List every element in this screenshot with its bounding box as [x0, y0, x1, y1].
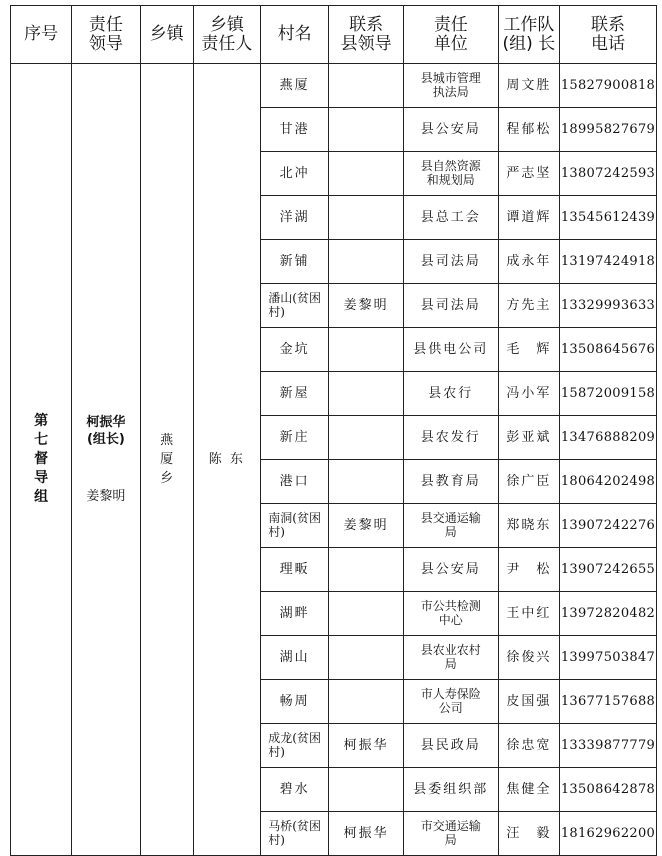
phone-cell	[559, 152, 656, 196]
village-cell	[261, 284, 329, 328]
unit-text: 市公共检测中心	[420, 599, 481, 627]
phone-text: 13972820482	[560, 606, 656, 621]
team-leader-text: 焦健全	[506, 782, 552, 797]
county-leader-text: 柯振华	[343, 738, 389, 753]
phone-text: 13329993633	[560, 298, 656, 313]
leader-main: 柯振华	[86, 415, 126, 430]
unit-cell	[403, 504, 498, 548]
village-cell	[261, 328, 329, 372]
phone-cell	[559, 680, 656, 724]
group-leader-cell	[72, 64, 140, 856]
supervision-table	[10, 5, 657, 856]
team-leader-text: 周文胜	[506, 78, 552, 93]
unit-text: 县司法局	[420, 298, 481, 313]
unit-text: 县农发行	[420, 430, 481, 445]
header-phone: 联系 电话	[559, 6, 656, 64]
header-town-responsible: 乡镇 责任人	[193, 6, 260, 64]
group-town-responsible: 陈 东	[208, 452, 245, 467]
village-text: 甘港	[279, 122, 310, 137]
unit-cell	[403, 812, 498, 856]
team-leader-cell	[498, 196, 559, 240]
village-cell	[261, 768, 329, 812]
header-village: 村名	[261, 6, 329, 64]
phone-cell	[559, 416, 656, 460]
phone-cell	[559, 108, 656, 152]
group-seq-cell	[11, 64, 72, 856]
unit-cell	[403, 768, 498, 812]
village-text: 新屋	[279, 386, 310, 401]
village-text: 成龙(贫困村)	[268, 731, 321, 759]
unit-text: 县农业农村局	[420, 643, 481, 671]
phone-cell	[559, 504, 656, 548]
village-cell	[261, 548, 329, 592]
village-text: 畅周	[279, 694, 310, 709]
phone-cell	[559, 372, 656, 416]
team-leader-cell	[498, 372, 559, 416]
team-leader-cell	[498, 328, 559, 372]
team-leader-text: 徐忠宽	[506, 738, 552, 753]
group-town-cell	[140, 64, 193, 856]
team-leader-text: 方先主	[506, 298, 552, 313]
team-leader-text: 成永年	[506, 254, 552, 269]
village-cell	[261, 372, 329, 416]
unit-cell	[403, 460, 498, 504]
leader-role: (组长)	[86, 432, 125, 447]
county-leader-cell	[329, 680, 403, 724]
team-leader-text: 毛 辉	[506, 342, 552, 357]
phone-cell	[559, 196, 656, 240]
phone-text: 13545612439	[560, 210, 656, 225]
phone-cell	[559, 240, 656, 284]
county-leader-cell	[329, 548, 403, 592]
team-leader-cell	[498, 680, 559, 724]
phone-cell	[559, 548, 656, 592]
team-leader-text: 皮国强	[506, 694, 552, 709]
village-text: 理畈	[279, 562, 310, 577]
county-leader-cell	[329, 724, 403, 768]
unit-text: 县委组织部	[413, 782, 489, 797]
phone-text: 13339877779	[560, 738, 656, 753]
village-text: 潘山(贫困村)	[268, 291, 321, 319]
village-text: 马桥(贫困村)	[268, 819, 321, 847]
team-leader-text: 程郁松	[506, 122, 552, 137]
unit-cell	[403, 152, 498, 196]
phone-cell	[559, 768, 656, 812]
group-town-responsible-cell	[193, 64, 260, 856]
unit-cell	[403, 592, 498, 636]
unit-cell	[403, 196, 498, 240]
unit-text: 县教育局	[420, 474, 481, 489]
phone-text: 15827900818	[560, 78, 656, 93]
unit-cell	[403, 328, 498, 372]
team-leader-cell	[498, 460, 559, 504]
group-town: 燕厦乡	[160, 433, 174, 486]
team-leader-text: 郑晓东	[506, 518, 552, 533]
header-unit: 责任 单位	[403, 6, 498, 64]
phone-cell	[559, 284, 656, 328]
county-leader-text: 姜黎明	[343, 518, 389, 533]
village-cell	[261, 108, 329, 152]
phone-text: 18995827679	[560, 122, 656, 137]
phone-cell	[559, 812, 656, 856]
unit-text: 县城市管理执法局	[420, 71, 481, 99]
village-cell	[261, 240, 329, 284]
unit-text: 县司法局	[420, 254, 481, 269]
phone-text: 13677157688	[560, 694, 656, 709]
team-leader-text: 严志坚	[506, 166, 552, 181]
phone-cell	[559, 636, 656, 680]
village-text: 金坑	[279, 342, 310, 357]
county-leader-text: 柯振华	[343, 826, 389, 841]
county-leader-text: 姜黎明	[343, 298, 389, 313]
county-leader-cell	[329, 240, 403, 284]
village-text: 湖畔	[279, 606, 310, 621]
county-leader-cell	[329, 284, 403, 328]
village-cell	[261, 636, 329, 680]
village-cell	[261, 196, 329, 240]
team-leader-cell	[498, 636, 559, 680]
phone-text: 13476888209	[560, 430, 656, 445]
unit-text: 市交通运输局	[420, 819, 481, 847]
leader-member: 姜黎明	[86, 489, 126, 504]
phone-text: 13197424918	[560, 254, 656, 269]
team-leader-text: 徐广臣	[506, 474, 552, 489]
header-county-leader: 联系 县领导	[329, 6, 403, 64]
village-text: 港口	[279, 474, 310, 489]
phone-cell	[559, 724, 656, 768]
team-leader-text: 谭道辉	[506, 210, 552, 225]
unit-text: 县农行	[428, 386, 474, 401]
team-leader-cell	[498, 548, 559, 592]
phone-text: 13508645676	[560, 342, 656, 357]
village-cell	[261, 64, 329, 108]
county-leader-cell	[329, 108, 403, 152]
village-cell	[261, 504, 329, 548]
unit-cell	[403, 284, 498, 328]
unit-text: 县公安局	[420, 122, 481, 137]
village-cell	[261, 152, 329, 196]
table-row	[11, 64, 657, 108]
team-leader-cell	[498, 152, 559, 196]
team-leader-text: 徐俊兴	[506, 650, 552, 665]
unit-cell	[403, 240, 498, 284]
county-leader-cell	[329, 152, 403, 196]
team-leader-text: 冯小军	[506, 386, 552, 401]
village-cell	[261, 592, 329, 636]
village-text: 北冲	[279, 166, 310, 181]
village-text: 洋湖	[279, 210, 310, 225]
county-leader-cell	[329, 416, 403, 460]
village-cell	[261, 416, 329, 460]
phone-text: 13807242593	[560, 166, 656, 181]
village-text: 湖山	[279, 650, 310, 665]
county-leader-cell	[329, 372, 403, 416]
unit-text: 县总工会	[420, 210, 481, 225]
unit-cell	[403, 416, 498, 460]
team-leader-text: 汪 毅	[506, 826, 552, 841]
unit-text: 县供电公司	[413, 342, 489, 357]
team-leader-cell	[498, 240, 559, 284]
county-leader-cell	[329, 636, 403, 680]
phone-text: 13907242276	[560, 518, 656, 533]
village-cell	[261, 680, 329, 724]
team-leader-cell	[498, 768, 559, 812]
team-leader-cell	[498, 108, 559, 152]
county-leader-cell	[329, 460, 403, 504]
village-text: 燕厦	[279, 78, 310, 93]
unit-text: 县民政局	[420, 738, 481, 753]
unit-cell	[403, 372, 498, 416]
phone-text: 18064202498	[560, 474, 656, 489]
team-leader-cell	[498, 64, 559, 108]
village-text: 新庄	[279, 430, 310, 445]
phone-cell	[559, 592, 656, 636]
village-text: 新铺	[279, 254, 310, 269]
team-leader-cell	[498, 592, 559, 636]
unit-cell	[403, 108, 498, 152]
team-leader-text: 尹 松	[506, 562, 552, 577]
unit-text: 县自然资源和规划局	[420, 159, 481, 187]
header-team-leader: 工作队 (组) 长	[498, 6, 559, 64]
county-leader-cell	[329, 328, 403, 372]
unit-cell	[403, 680, 498, 724]
unit-cell	[403, 636, 498, 680]
unit-text: 县公安局	[420, 562, 481, 577]
team-leader-cell	[498, 416, 559, 460]
village-cell	[261, 812, 329, 856]
team-leader-text: 王中红	[506, 606, 552, 621]
team-leader-text: 彭亚斌	[506, 430, 552, 445]
phone-text: 13907242655	[560, 562, 656, 577]
header-row	[11, 6, 657, 64]
village-cell	[261, 724, 329, 768]
unit-text: 县交通运输局	[420, 511, 481, 539]
group-seq: 第七督导组	[34, 413, 49, 505]
county-leader-cell	[329, 504, 403, 548]
unit-text: 市人寿保险公司	[420, 687, 481, 715]
village-text: 碧水	[279, 782, 310, 797]
village-cell	[261, 460, 329, 504]
county-leader-cell	[329, 592, 403, 636]
county-leader-cell	[329, 196, 403, 240]
phone-text: 13508642878	[560, 782, 656, 797]
phone-text: 13997503847	[560, 650, 656, 665]
unit-cell	[403, 64, 498, 108]
phone-text: 18162962200	[560, 826, 656, 841]
header-town: 乡镇	[140, 6, 193, 64]
team-leader-cell	[498, 724, 559, 768]
phone-cell	[559, 328, 656, 372]
village-text: 南洞(贫困村)	[268, 511, 321, 539]
unit-cell	[403, 548, 498, 592]
county-leader-cell	[329, 64, 403, 108]
county-leader-cell	[329, 768, 403, 812]
team-leader-cell	[498, 504, 559, 548]
county-leader-cell	[329, 812, 403, 856]
header-leader: 责任 领导	[72, 6, 140, 64]
team-leader-cell	[498, 812, 559, 856]
phone-cell	[559, 64, 656, 108]
phone-text: 15872009158	[560, 386, 656, 401]
header-seq: 序号	[11, 6, 72, 64]
phone-cell	[559, 460, 656, 504]
team-leader-cell	[498, 284, 559, 328]
unit-cell	[403, 724, 498, 768]
